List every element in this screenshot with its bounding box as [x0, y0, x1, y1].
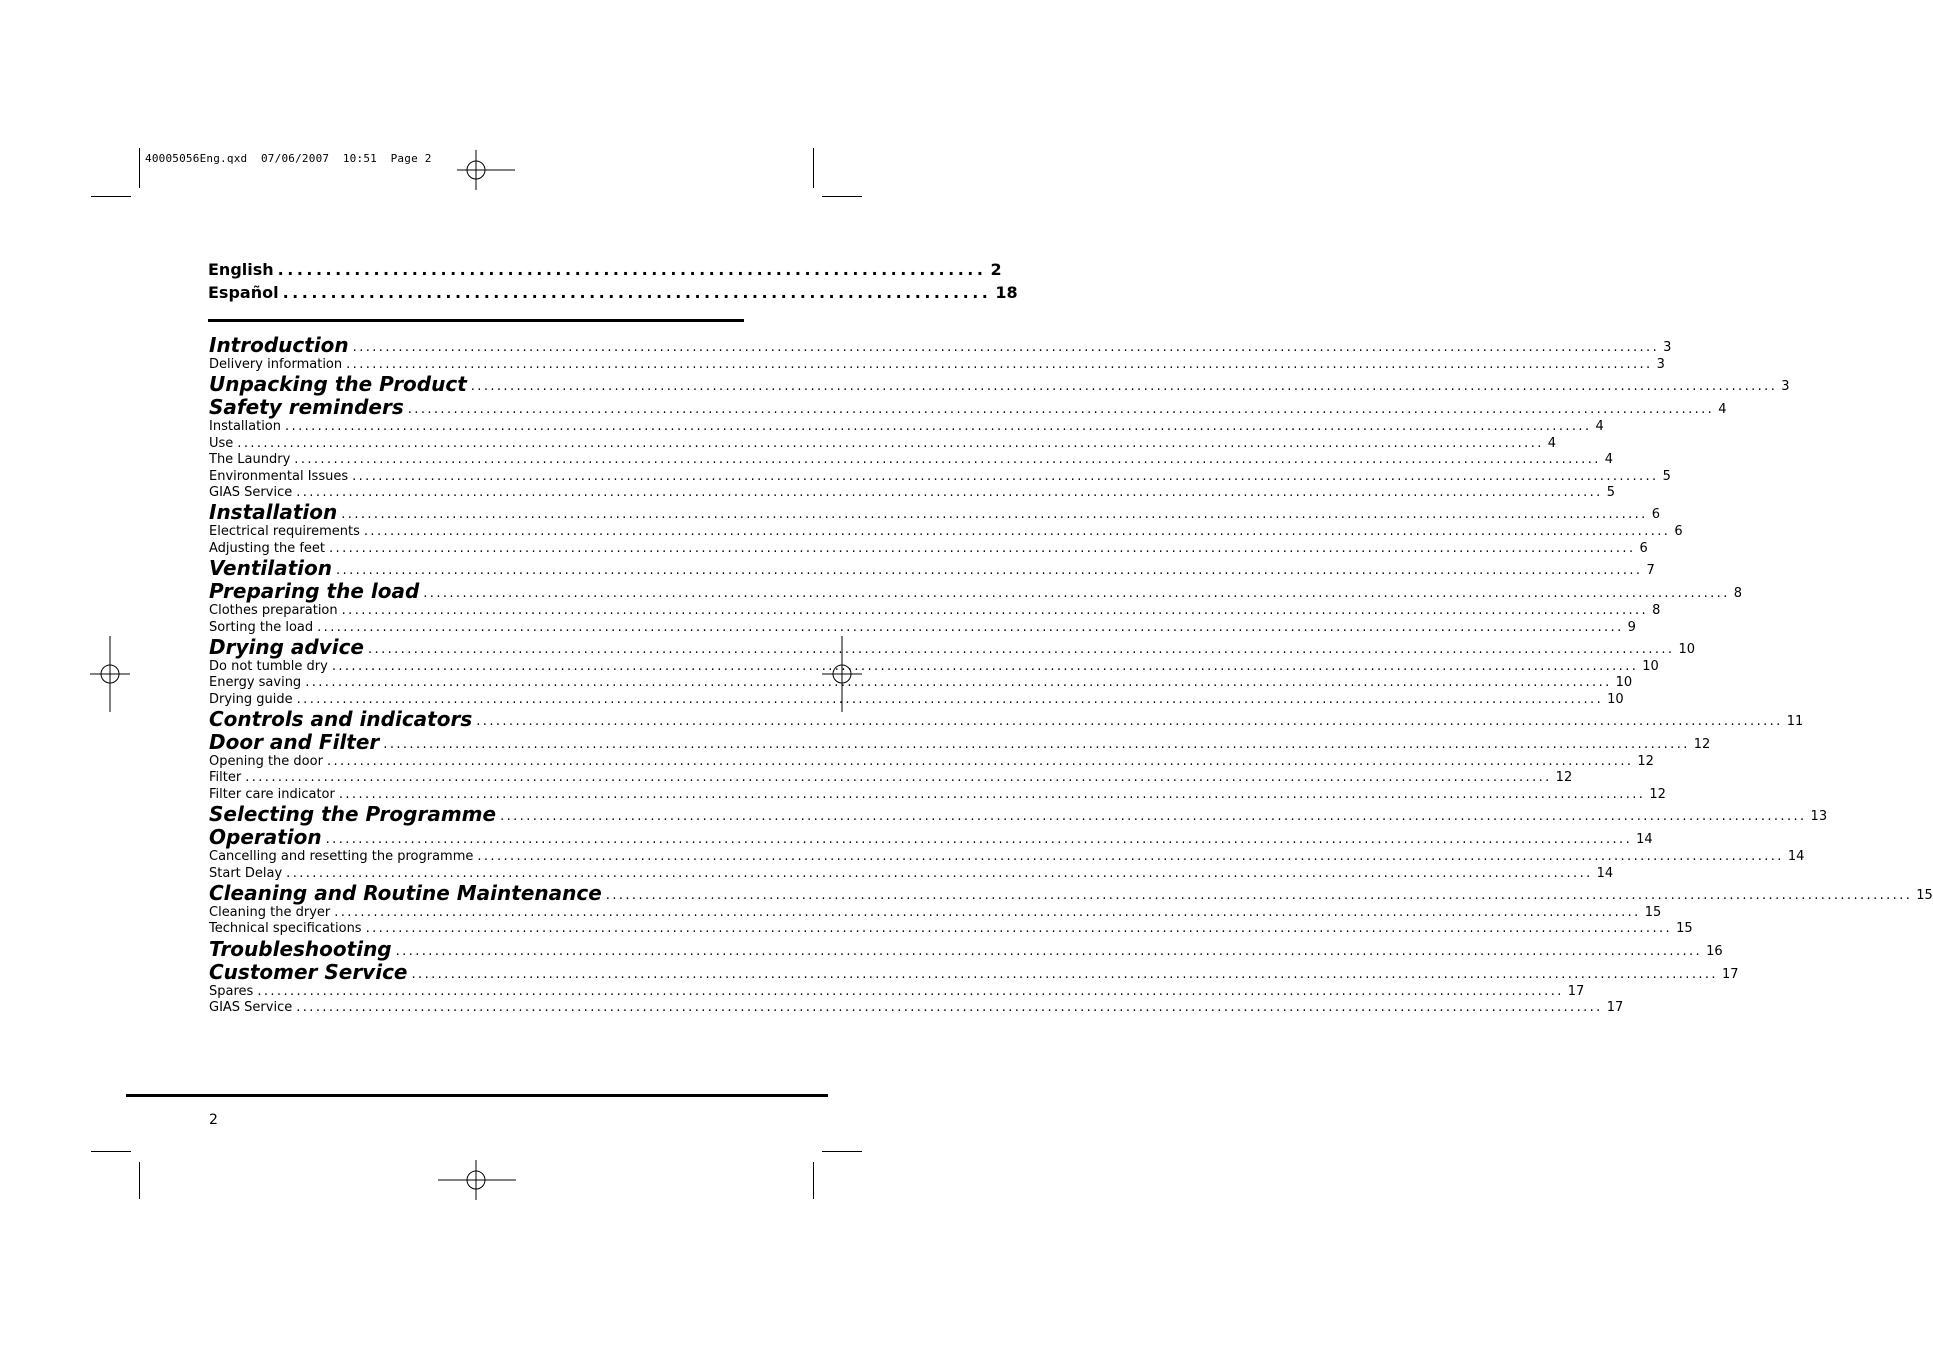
toc-section[interactable]: [209, 881, 1933, 906]
toc-subsection[interactable]: [209, 435, 1557, 452]
toc-leader-dots: ........................................................................................................................................................................................................: [341, 603, 1649, 619]
toc-section[interactable]: [209, 825, 1653, 850]
toc-entry-page: 5: [1662, 468, 1671, 484]
toc-leader-dots: ........................................................................................................................................................................................................: [352, 468, 1659, 484]
divider-bottom: [126, 1094, 828, 1097]
toc-entry-page: 3: [1781, 379, 1790, 395]
toc-entry-page: 15: [1676, 921, 1693, 937]
toc-section[interactable]: [209, 556, 1655, 581]
toc-entry-page: 6: [1639, 540, 1648, 556]
toc-entry-title: Cleaning and Routine Maintenance: [209, 881, 602, 906]
toc-leader-dots: ........................................................................................................................................................................................................: [346, 357, 1653, 372]
toc-subsection[interactable]: [209, 786, 1666, 803]
toc-entry-title: Energy saving: [209, 675, 302, 691]
toc-entry-page: 15: [1644, 905, 1662, 921]
toc-entry-title: Electrical requirements: [209, 524, 360, 540]
toc-entry-title: GIAS Service: [209, 1000, 293, 1016]
toc-leader-dots: ........................................................................................................................................................................................................: [338, 786, 1646, 802]
toc-leader-dots: ........................................................................................................................................................................................................: [423, 586, 1730, 602]
toc-section[interactable]: [209, 936, 1723, 961]
toc-entry-title: Selecting the Programme: [209, 802, 497, 827]
toc-leader-dots: ........................................................................................................................................................................................................: [296, 1000, 1603, 1016]
toc-entry-title: Controls and indicators: [209, 707, 473, 732]
toc-subsection[interactable]: [209, 691, 1624, 708]
toc-entry-title: Customer Service: [209, 959, 408, 984]
toc-leader-dots: ........................................................................................................................................................................................................: [325, 832, 1633, 848]
toc-subsection[interactable]: [209, 452, 1614, 468]
toc-entry-page: 12: [1637, 754, 1654, 770]
toc-subsection[interactable]: [209, 357, 1665, 373]
toc-entry-page: 16: [1706, 943, 1723, 959]
toc-leader-dots: ........................................................................................................................................................................................................: [605, 888, 1913, 904]
toc-entry-title: Installation: [209, 500, 338, 525]
toc-leader-dots: ........................................................................................................................................................................................................: [296, 691, 1604, 707]
language-index: [208, 260, 1018, 306]
toc-leader-dots: ........................................................................................................................................................................................................: [305, 675, 1612, 691]
toc-section[interactable]: [209, 579, 1743, 604]
toc-leader-dots: ........................................................................................................................................................................................................: [245, 770, 1552, 786]
toc-entry-page: 10: [1678, 641, 1696, 657]
toc-entry-title: Do not tumble dry: [209, 658, 328, 674]
toc-entry-page: 11: [1786, 714, 1804, 730]
toc-entry-title: Preparing the load: [209, 579, 420, 604]
toc-leader-dots: ........................................................................................................................................................................................................: [296, 484, 1603, 500]
toc-entry-page: 7: [1646, 563, 1655, 579]
toc-entry-page: 10: [1607, 691, 1624, 707]
toc-entry-page: 17: [1721, 966, 1739, 982]
toc-subsection[interactable]: [209, 603, 1661, 619]
toc-entry-page: 14: [1636, 832, 1653, 848]
toc-subsection[interactable]: [209, 540, 1648, 557]
toc-section[interactable]: [209, 634, 1696, 659]
table-of-contents: [209, 333, 1933, 1017]
toc-leader-dots: ........................................................................................................................................................................................................: [331, 658, 1639, 674]
toc-subsection[interactable]: [209, 754, 1654, 770]
toc-leader-dots: ........................................................................................................................................................................................................: [395, 943, 1703, 959]
toc-entry-title: Start Delay: [209, 865, 283, 881]
toc-subsection[interactable]: [209, 921, 1693, 937]
toc-entry-title: Troubleshooting: [209, 936, 392, 961]
toc-leader-dots: ........................................................................................................................................................................................................: [363, 524, 1671, 540]
toc-entry-page: 6: [1651, 507, 1660, 523]
toc-leader-dots: ........................................................................................................................................................................................................: [368, 641, 1675, 657]
toc-section[interactable]: [209, 395, 1727, 420]
toc-subsection[interactable]: [209, 419, 1604, 435]
toc-leader-dots: ........................................................................................................................................................................................................: [500, 809, 1807, 825]
toc-entry-title: Cleaning the dryer: [209, 905, 331, 921]
toc-entry-title: Opening the door: [209, 754, 323, 770]
toc-leader-dots: ........................................................................................................................................................................................................: [334, 905, 1641, 921]
toc-entry-page: 5: [1606, 484, 1615, 500]
toc-entry-title: Drying advice: [209, 634, 364, 659]
toc-entry-page: 10: [1642, 658, 1659, 674]
toc-section[interactable]: [209, 372, 1790, 397]
toc-leader-dots: ........................................................................................................................................................................................................: [352, 340, 1660, 355]
registration-mark-top: [457, 150, 515, 190]
toc-section[interactable]: [209, 730, 1711, 755]
language-page: 18: [995, 283, 1018, 302]
toc-entry-page: 9: [1627, 619, 1636, 635]
toc-leader-dots: ........................................................................................................................................................................................................: [365, 921, 1673, 937]
toc-leader-dots: ........................................................................................................................................................................................................: [237, 435, 1544, 451]
toc-subsection[interactable]: [209, 619, 1636, 636]
toc-subsection[interactable]: [209, 770, 1573, 786]
toc-entry-title: GIAS Service: [209, 484, 293, 500]
toc-entry-title: Clothes preparation: [209, 603, 338, 619]
toc-entry-title: Adjusting the feet: [209, 540, 326, 556]
toc-entry-page: 3: [1656, 357, 1665, 372]
toc-leader-dots: ........................................................................................................................................................................................................: [477, 849, 1784, 865]
toc-section[interactable]: [209, 707, 1804, 732]
toc-subsection[interactable]: [209, 849, 1805, 865]
toc-leader-dots: ........................................................................................................................................................................................................: [326, 754, 1634, 770]
divider-top: [208, 319, 744, 322]
toc-section[interactable]: [209, 500, 1660, 525]
toc-entry-page: 12: [1649, 786, 1666, 802]
toc-entry-page: 15: [1916, 888, 1933, 904]
toc-entry-page: 3: [1663, 340, 1672, 355]
toc-section[interactable]: [209, 802, 1828, 827]
toc-subsection[interactable]: [209, 484, 1615, 501]
toc-entry-title: Environmental Issues: [209, 468, 349, 484]
toc-entry-title: Filter: [209, 770, 242, 786]
toc-leader-dots: ........................................................................................................................................................................................................: [294, 452, 1601, 468]
toc-entry-page: 17: [1567, 983, 1585, 999]
page-number: 2: [209, 1112, 218, 1128]
language-page: 2: [990, 260, 1002, 279]
toc-entry-title: Delivery information: [209, 357, 343, 372]
toc-entry-title: The Laundry: [209, 452, 291, 468]
toc-entry-page: 6: [1674, 524, 1683, 540]
toc-leader-dots: ........................................................................................................................................................................................................: [470, 379, 1778, 395]
toc-leader-dots: ........................................................................................................................................................................................................: [329, 540, 1636, 556]
toc-subsection[interactable]: [209, 1000, 1624, 1016]
language-entry[interactable]: Español .......................................................................... 18: [208, 283, 1018, 302]
toc-subsection[interactable]: [209, 675, 1633, 691]
toc-entry-title: Use: [209, 435, 234, 451]
toc-entry-title: Ventilation: [209, 556, 332, 581]
toc-leader-dots: ........................................................................................................................................................................................................: [383, 737, 1690, 753]
toc-entry-title: Filter care indicator: [209, 786, 335, 802]
toc-subsection[interactable]: [209, 658, 1659, 675]
toc-entry-page: 4: [1547, 435, 1557, 451]
toc-subsection[interactable]: [209, 468, 1671, 485]
print-slug: 40005056Eng.qxd 07/06/2007 10:51 Page 2: [145, 152, 432, 165]
language-label: English: [208, 260, 274, 279]
toc-entry-title: Operation: [209, 825, 322, 850]
toc-subsection[interactable]: [209, 524, 1683, 540]
toc-entry-page: 8: [1652, 603, 1661, 619]
toc-entry-title: Unpacking the Product: [209, 372, 467, 397]
toc-entry-title: Cancelling and resetting the programme: [209, 849, 474, 865]
toc-entry-page: 14: [1596, 865, 1614, 881]
toc-leader-dots: ........................................................................................................................................................................................................: [317, 619, 1624, 635]
toc-leader-dots: ........................................................................................................................................................................................................: [407, 402, 1715, 418]
toc-entry-page: 13: [1810, 809, 1828, 825]
toc-entry-page: 8: [1733, 586, 1743, 602]
toc-leader-dots: ........................................................................................................................................................................................................: [336, 563, 1643, 579]
toc-subsection[interactable]: [209, 983, 1585, 1000]
toc-entry-title: Installation: [209, 419, 282, 435]
registration-mark-left: [90, 636, 130, 712]
toc-leader-dots: ........................................................................................................................................................................................................: [257, 983, 1564, 999]
toc-entry-page: 14: [1787, 849, 1805, 865]
toc-subsection[interactable]: [209, 905, 1662, 921]
toc-entry-page: 4: [1718, 402, 1727, 418]
toc-entry-page: 12: [1555, 770, 1573, 786]
toc-entry-title: Drying guide: [209, 691, 293, 707]
language-entry[interactable]: English .......................................................................... 2: [208, 260, 1002, 279]
registration-mark-bottom: [438, 1160, 516, 1200]
toc-entry-title: Sorting the load: [209, 619, 314, 635]
toc-leader-dots: ........................................................................................................................................................................................................: [411, 966, 1718, 982]
toc-leader-dots: ........................................................................................................................................................................................................: [285, 419, 1592, 435]
toc-entry-title: Door and Filter: [209, 730, 380, 755]
language-label: Español: [208, 283, 279, 302]
toc-leader-dots: ........................................................................................................................................................................................................: [341, 507, 1648, 523]
toc-entry-title: Safety reminders: [209, 395, 404, 420]
toc-entry-page: 10: [1615, 675, 1633, 691]
toc-entry-title: Technical specifications: [209, 921, 362, 937]
toc-entry-page: 12: [1693, 737, 1711, 753]
toc-section[interactable]: [209, 959, 1739, 984]
toc-entry-page: 17: [1606, 1000, 1624, 1016]
toc-leader-dots: ........................................................................................................................................................................................................: [286, 865, 1593, 881]
toc-entry-title: Introduction: [209, 333, 349, 357]
toc-entry-page: 4: [1604, 452, 1614, 468]
toc-section[interactable]: [209, 333, 1672, 357]
toc-entry-title: Spares: [209, 983, 254, 999]
toc-leader-dots: ........................................................................................................................................................................................................: [476, 714, 1783, 730]
toc-subsection[interactable]: [209, 865, 1614, 882]
toc-entry-page: 4: [1595, 419, 1604, 435]
